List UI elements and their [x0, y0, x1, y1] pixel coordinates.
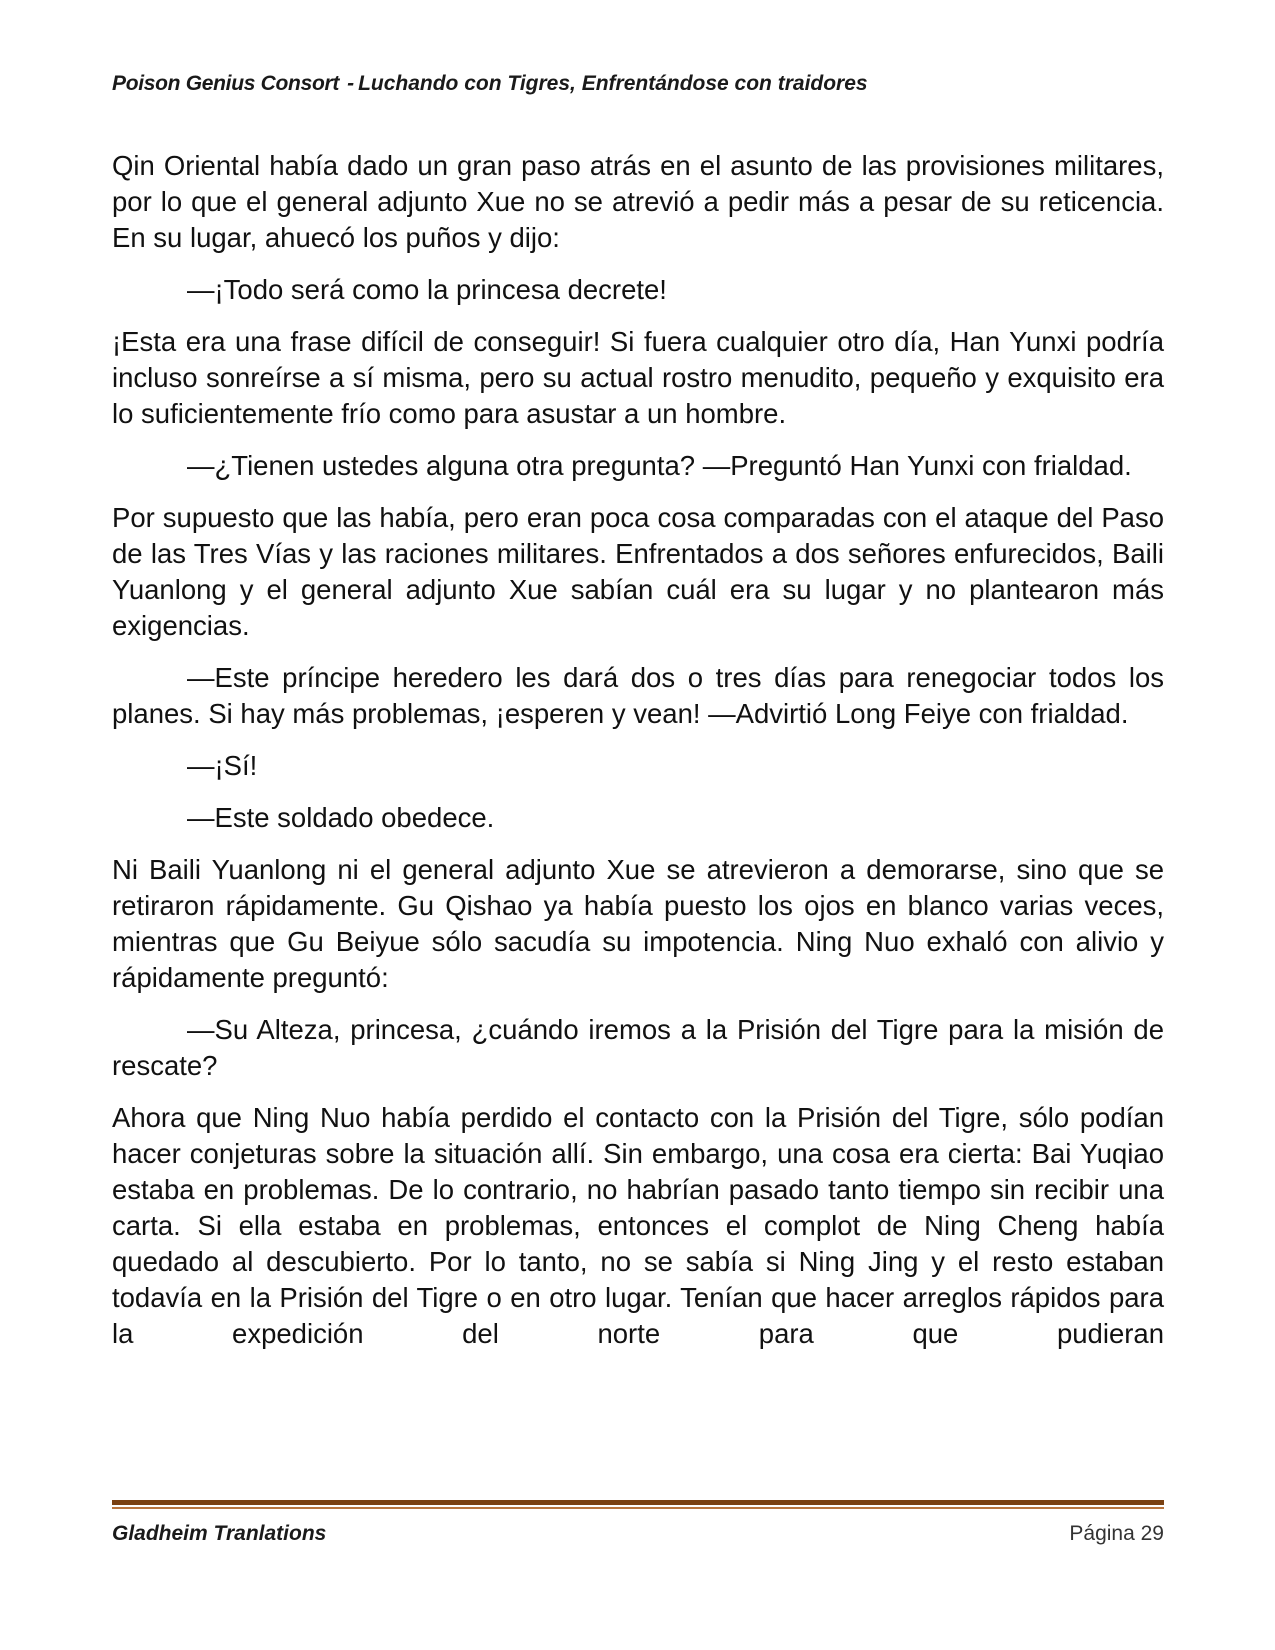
paragraph-9: Ni Baili Yuanlong ni el general adjunto Xue se atrevieron a demorarse, sino que se retiraron rápidamente. Gu Qishao ya había puesto los ojos en blanco varias veces, mientras que Gu Beiyue sólo sacudía su impotencia. Ning Nuo exhaló con alivio y rápidamente preguntó:: [112, 854, 1164, 993]
footer-rule: [112, 1500, 1164, 1510]
page-number: Página 29: [1069, 1522, 1164, 1545]
paragraph-3: ¡Esta era una frase difícil de conseguir! Si fuera cualquier otro día, Han Yunxi podría incluso sonreírse a sí misma, pero su actual rostro menudito, pequeño y exquisito era lo suficientemente frío como para asustar a un hombre.: [112, 326, 1164, 429]
header-separator: -: [347, 72, 355, 95]
footer-rule-thin: [112, 1507, 1164, 1509]
dialogue-paragraph-4: —¿Tienen ustedes alguna otra pregunta? —Preguntó Han Yunxi con frialdad.: [187, 450, 1132, 481]
paragraph-5: Por supuesto que las había, pero eran poca cosa comparadas con el ataque del Paso de las Tres Vías y las raciones militares. Enfrentados a dos señores enfurecidos, Baili Yuanlong y el general adjunto Xue sabían cuál era su lugar y no plantearon más exigencias.: [112, 502, 1164, 641]
dialogue-paragraph-6: —Este príncipe heredero les dará dos o tres días para renegociar todos los planes. Si hay más problemas, ¡esperen y vean! —Advirtió Long Feiye con frialdad.: [112, 662, 1164, 729]
dialogue-paragraph-7: —¡Sí!: [187, 750, 258, 781]
chapter-title: Luchando con Tigres, Enfrentándose con traidores: [358, 72, 868, 95]
running-header: [112, 72, 868, 96]
page-body: [112, 148, 1164, 1352]
translator-credit: Gladheim Tranlations: [112, 1522, 327, 1545]
dialogue-paragraph-2: —¡Todo será como la princesa decrete!: [187, 274, 667, 305]
paragraph-1: Qin Oriental había dado un gran paso atrás en el asunto de las provisiones militares, por lo que el general adjunto Xue no se atrevió a pedir más a pesar de su reticencia. En su lugar, ahuecó los puños y dijo:: [112, 150, 1164, 253]
book-title: Poison Genius Consort: [112, 72, 340, 95]
paragraph-11: Ahora que Ning Nuo había perdido el contacto con la Prisión del Tigre, sólo podían hacer conjeturas sobre la situación allí. Sin embargo, una cosa era cierta: Bai Yuqiao estaba en problemas. De lo contrario, no habrían pasado tanto tiempo sin recibir una carta. Si ella estaba en problemas, entonces el complot de Ning Cheng había quedado al descubierto. Por lo tanto, no se sabía si Ning Jing y el resto estaban todavía en la Prisión del Tigre o en otro lugar. Tenían que hacer arreglos rápidos para la expedición del norte para que pudieran: [112, 1102, 1164, 1349]
dialogue-paragraph-8: —Este soldado obedece.: [187, 802, 495, 833]
dialogue-paragraph-10: —Su Alteza, princesa, ¿cuándo iremos a la Prisión del Tigre para la misión de rescate?: [112, 1014, 1164, 1081]
